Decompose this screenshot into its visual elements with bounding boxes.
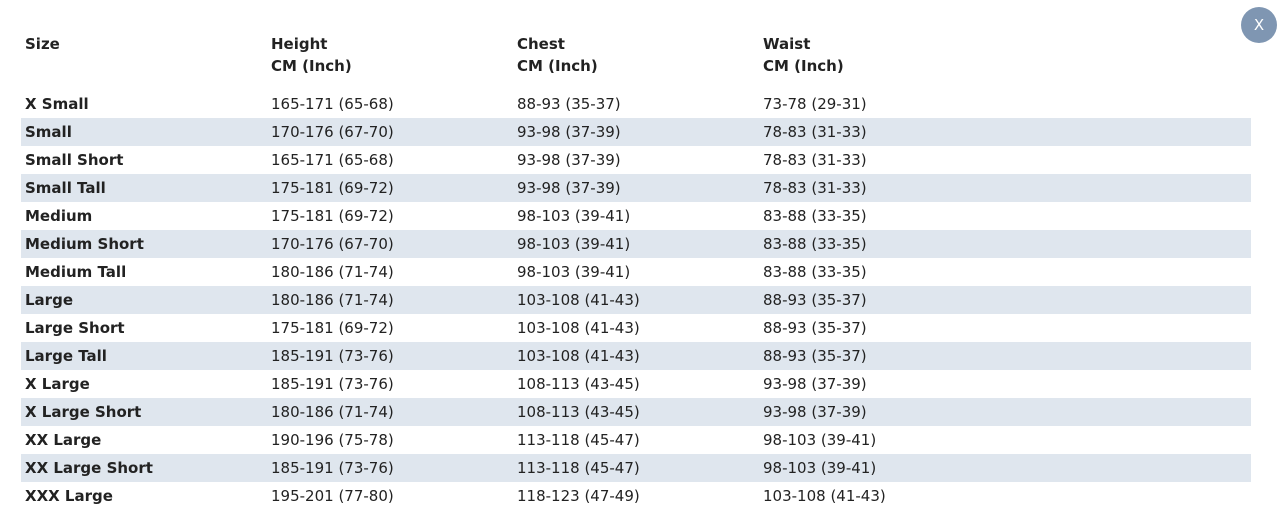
height-cell: 190-196 (75-78) bbox=[271, 431, 394, 449]
table-row bbox=[21, 482, 1251, 510]
height-cell: 185-191 (73-76) bbox=[267, 454, 513, 482]
chest-cell: 98-103 (39-41) bbox=[513, 230, 759, 258]
header-chest-label: Chest bbox=[517, 35, 565, 53]
waist-cell: 78-83 (31-33) bbox=[759, 118, 1251, 146]
waist-cell: 78-83 (31-33) bbox=[759, 174, 1251, 202]
height-cell: 170-176 (67-70) bbox=[267, 230, 513, 258]
chest-cell: 98-103 (39-41) bbox=[517, 263, 631, 281]
table-row bbox=[21, 398, 1251, 426]
size-cell: Medium Short bbox=[21, 230, 267, 258]
table-row bbox=[21, 286, 1251, 314]
waist-cell: 88-93 (35-37) bbox=[763, 319, 867, 337]
chest-cell: 93-98 (37-39) bbox=[517, 151, 621, 169]
table-row bbox=[21, 342, 1251, 370]
table-row bbox=[21, 314, 1251, 342]
size-cell: Medium bbox=[25, 207, 93, 225]
header-chest-unit: CM (Inch) bbox=[517, 57, 598, 75]
waist-cell: 78-83 (31-33) bbox=[763, 151, 867, 169]
table-row bbox=[21, 118, 1251, 146]
waist-cell: 83-88 (33-35) bbox=[759, 230, 1251, 258]
chest-cell: 103-108 (41-43) bbox=[513, 342, 759, 370]
close-icon: X bbox=[1253, 16, 1265, 34]
chest-cell: 108-113 (43-45) bbox=[517, 375, 640, 393]
table-row bbox=[21, 174, 1251, 202]
height-cell: 185-191 (73-76) bbox=[271, 375, 394, 393]
height-cell: 175-181 (69-72) bbox=[271, 207, 394, 225]
header-height-unit: CM (Inch) bbox=[271, 57, 352, 75]
table-row bbox=[21, 146, 1251, 174]
height-cell: 180-186 (71-74) bbox=[267, 286, 513, 314]
size-cell: XXX Large bbox=[25, 487, 113, 505]
table-row bbox=[21, 258, 1251, 286]
header-waist-unit: CM (Inch) bbox=[763, 57, 844, 75]
size-cell: Large Short bbox=[25, 319, 125, 337]
chest-cell: 93-98 (37-39) bbox=[513, 118, 759, 146]
waist-cell: 88-93 (35-37) bbox=[759, 286, 1251, 314]
table-row bbox=[21, 454, 1251, 482]
chest-cell: 103-108 (41-43) bbox=[513, 286, 759, 314]
height-cell: 195-201 (77-80) bbox=[271, 487, 394, 505]
table-row bbox=[21, 202, 1251, 230]
height-cell: 170-176 (67-70) bbox=[267, 118, 513, 146]
table-header-row bbox=[21, 33, 1251, 90]
size-cell: XX Large bbox=[25, 431, 102, 449]
table-row bbox=[21, 230, 1251, 258]
height-cell: 165-171 (65-68) bbox=[271, 95, 394, 113]
header-height-label: Height bbox=[271, 35, 328, 53]
height-cell: 180-186 (71-74) bbox=[271, 263, 394, 281]
height-cell: 175-181 (69-72) bbox=[271, 319, 394, 337]
chest-cell: 113-118 (45-47) bbox=[513, 454, 759, 482]
waist-cell: 83-88 (33-35) bbox=[763, 207, 867, 225]
header-waist bbox=[759, 33, 1251, 90]
table-row bbox=[21, 370, 1251, 398]
chest-cell: 103-108 (41-43) bbox=[517, 319, 640, 337]
waist-cell: 93-98 (37-39) bbox=[763, 375, 867, 393]
size-cell: X Large Short bbox=[21, 398, 267, 426]
waist-cell: 98-103 (39-41) bbox=[763, 431, 877, 449]
size-cell: XX Large Short bbox=[21, 454, 267, 482]
size-chart-table bbox=[21, 33, 1251, 510]
header-waist-label: Waist bbox=[763, 35, 811, 53]
size-cell: Small Tall bbox=[21, 174, 267, 202]
waist-cell: 103-108 (41-43) bbox=[763, 487, 886, 505]
chest-cell: 88-93 (35-37) bbox=[517, 95, 621, 113]
waist-cell: 83-88 (33-35) bbox=[763, 263, 867, 281]
chest-cell: 118-123 (47-49) bbox=[517, 487, 640, 505]
waist-cell: 73-78 (29-31) bbox=[763, 95, 867, 113]
size-cell: Small Short bbox=[25, 151, 124, 169]
waist-cell: 88-93 (35-37) bbox=[759, 342, 1251, 370]
chest-cell: 98-103 (39-41) bbox=[517, 207, 631, 225]
size-cell: Large bbox=[21, 286, 267, 314]
size-chart-body bbox=[21, 90, 1251, 510]
size-cell: X Small bbox=[25, 95, 89, 113]
size-cell: Medium Tall bbox=[25, 263, 127, 281]
height-cell: 185-191 (73-76) bbox=[267, 342, 513, 370]
header-chest bbox=[513, 33, 759, 90]
table-row bbox=[21, 90, 1251, 118]
table-row bbox=[21, 426, 1251, 454]
header-height bbox=[267, 33, 513, 90]
height-cell: 175-181 (69-72) bbox=[267, 174, 513, 202]
size-cell: X Large bbox=[25, 375, 90, 393]
size-cell: Small bbox=[21, 118, 267, 146]
chest-cell: 93-98 (37-39) bbox=[513, 174, 759, 202]
waist-cell: 98-103 (39-41) bbox=[759, 454, 1251, 482]
chest-cell: 113-118 (45-47) bbox=[517, 431, 640, 449]
height-cell: 165-171 (65-68) bbox=[271, 151, 394, 169]
chest-cell: 108-113 (43-45) bbox=[513, 398, 759, 426]
header-size bbox=[21, 33, 267, 90]
waist-cell: 93-98 (37-39) bbox=[759, 398, 1251, 426]
height-cell: 180-186 (71-74) bbox=[267, 398, 513, 426]
size-cell: Large Tall bbox=[21, 342, 267, 370]
header-size-label: Size bbox=[25, 35, 60, 53]
